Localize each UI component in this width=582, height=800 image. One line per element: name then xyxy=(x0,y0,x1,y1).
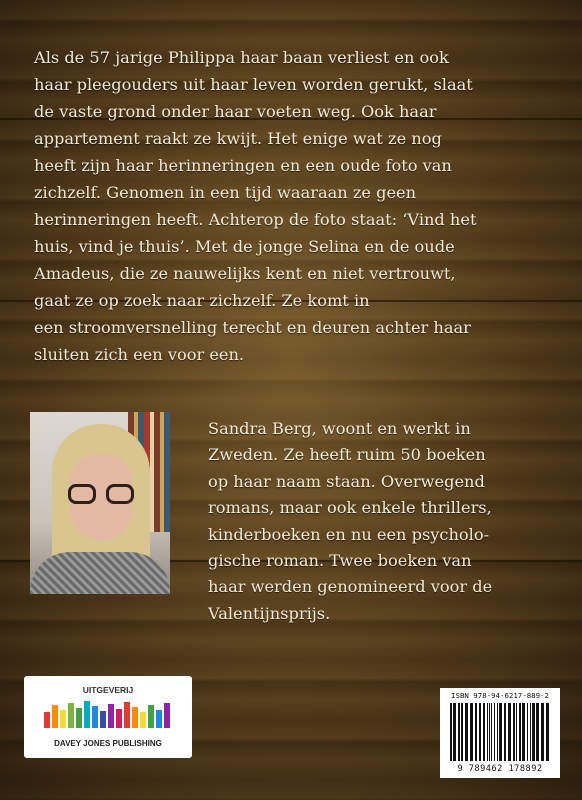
barcode-bar xyxy=(504,703,506,761)
author-portrait xyxy=(30,412,170,594)
barcode-bar xyxy=(465,703,468,761)
barcode-bar xyxy=(527,703,528,761)
publisher-logo-bar xyxy=(164,703,170,728)
blurb-line: zichzelf. Genomen in een tijd waaraan ze geen xyxy=(34,183,417,202)
barcode-bar xyxy=(536,703,539,761)
author-bio xyxy=(208,416,554,627)
barcode-bar xyxy=(483,703,485,761)
publisher-label: UITGEVERIJ xyxy=(82,685,134,695)
barcode-bar xyxy=(499,703,502,761)
publisher-logo-bar xyxy=(60,710,66,728)
barcode-bar xyxy=(487,703,488,761)
barcode-bar xyxy=(453,703,456,761)
barcode-bar xyxy=(508,703,511,761)
publisher-logo-bar xyxy=(140,712,146,728)
barcode-bar xyxy=(491,703,492,761)
publisher-logo-bar xyxy=(92,706,98,728)
bio-line: kinderboeken en nu een psycholo- xyxy=(208,524,490,544)
barcode-bar xyxy=(458,703,460,761)
barcode-bar xyxy=(522,703,525,761)
blurb-line: Amadeus, die ze nauwelijks kent en niet vertrouwt, xyxy=(34,264,456,283)
publisher-logo xyxy=(24,676,192,758)
blurb-line: Als de 57 jarige Philippa haar baan verliest en ook xyxy=(34,48,449,67)
bio-line: Sandra Berg, woont en werkt in xyxy=(208,419,471,438)
bio-line: haar werden genomineerd voor de xyxy=(208,577,493,597)
publisher-logo-bar xyxy=(132,707,138,728)
publisher-logo-bar xyxy=(116,709,122,728)
isbn-label: ISBN 978-94-6217-889-2 xyxy=(451,691,549,700)
barcode-bar xyxy=(494,703,495,761)
barcode-bar xyxy=(516,703,517,761)
publisher-name: DAVEY JONES PUBLISHING xyxy=(54,739,162,748)
blurb-line: appartement raakt ze kwijt. Het enige wat ze nog xyxy=(34,129,442,148)
blurb-line: sluiten zich een voor een. xyxy=(34,345,245,364)
publisher-logo-bar xyxy=(156,710,162,728)
barcode-bar xyxy=(530,703,531,761)
blurb-line: haar pleegouders uit haar leven worden gerukt, slaat xyxy=(34,75,473,94)
barcode-bar xyxy=(513,703,515,761)
publisher-logo-bars xyxy=(44,700,174,728)
publisher-logo-bar xyxy=(68,703,74,728)
barcode-bar xyxy=(450,703,452,761)
blurb-line: een stroomversnelling terecht en deuren achter haar xyxy=(34,318,471,337)
bio-line: Valentijnsprijs. xyxy=(208,603,331,623)
isbn-barcode xyxy=(440,688,560,778)
barcode-bar xyxy=(532,703,535,761)
barcode-bar xyxy=(475,703,477,761)
blurb-line: de vaste grond onder haar voeten weg. Ook haar xyxy=(34,102,437,121)
barcode-bar xyxy=(497,703,498,761)
publisher-logo-bar xyxy=(52,705,58,728)
publisher-logo-bar xyxy=(76,708,82,728)
barcode-bar xyxy=(489,703,490,761)
barcode-bar xyxy=(546,703,549,761)
portrait-glasses xyxy=(66,484,138,506)
barcode-bar xyxy=(470,703,473,761)
publisher-logo-bar xyxy=(84,701,90,728)
publisher-logo-bar xyxy=(124,702,130,728)
barcode-bar xyxy=(461,703,463,761)
back-cover-blurb xyxy=(34,44,550,368)
barcode-bar xyxy=(479,703,481,761)
bio-line: romans, maar ook enkele thrillers, xyxy=(208,498,492,518)
blurb-line: gaat ze op zoek naar zichzelf. Ze komt in xyxy=(34,291,370,310)
bio-line: gische roman. Twee boeken van xyxy=(208,551,472,571)
publisher-logo-bar xyxy=(108,704,114,728)
blurb-line: huis, vind je thuis’. Met de jonge Selina en de oude xyxy=(34,237,455,256)
barcode-bar xyxy=(519,703,521,761)
blurb-line: heeft zijn haar herinneringen en een oude foto van xyxy=(34,156,452,175)
barcode-number: 9 789462 178892 xyxy=(457,764,543,774)
blurb-line: herinneringen heeft. Achterop de foto staat: ‘Vind het xyxy=(34,210,477,229)
bio-line: Zweden. Ze heeft ruim 50 boeken xyxy=(208,445,486,465)
barcode-bars xyxy=(450,703,550,761)
publisher-logo-bar xyxy=(44,712,50,728)
publisher-logo-bar xyxy=(148,705,154,728)
bio-line: op haar naam staan. Overwegend xyxy=(208,471,485,491)
barcode-bar xyxy=(541,703,544,761)
portrait-sweater xyxy=(30,552,170,594)
publisher-logo-bar xyxy=(100,711,106,728)
